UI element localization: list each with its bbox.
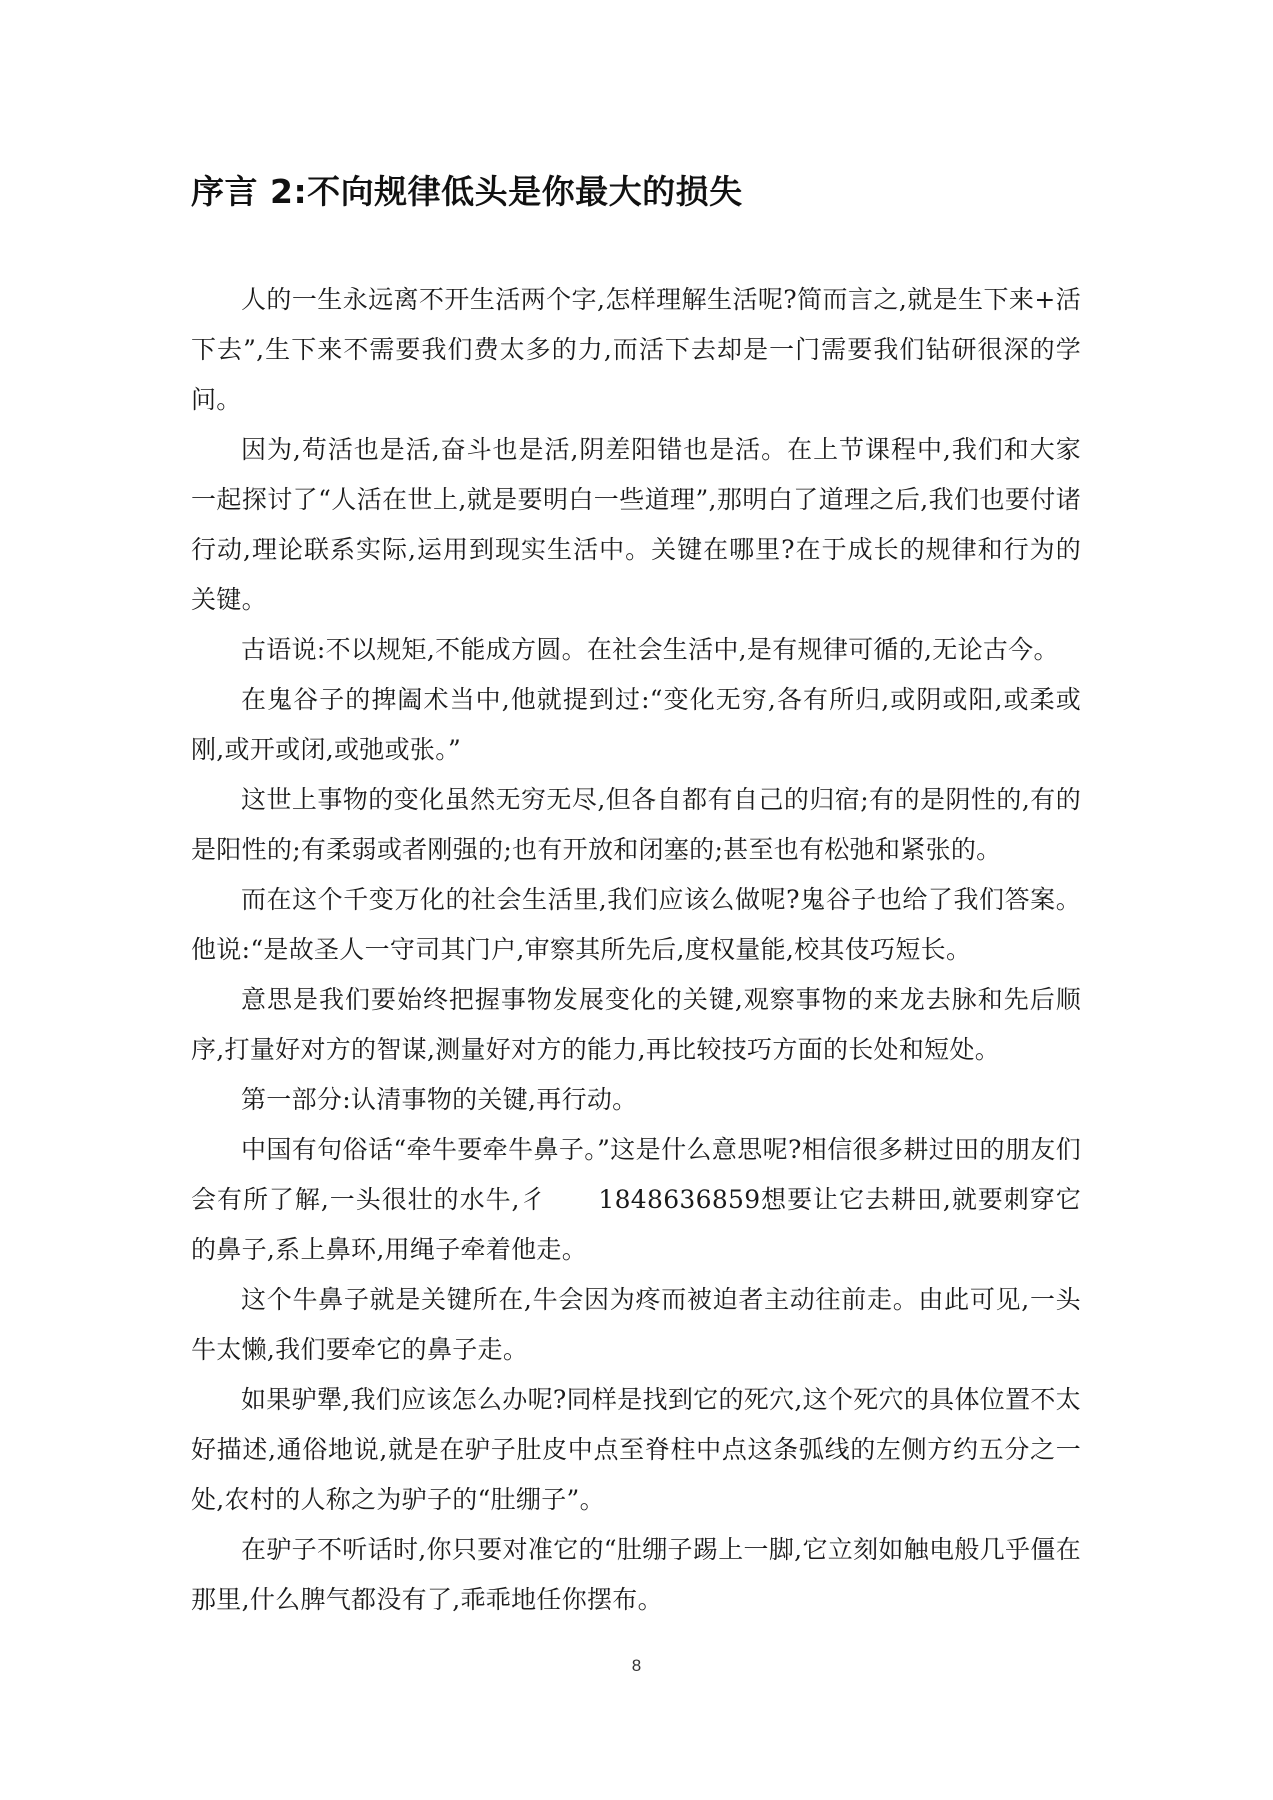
paragraph: 这个牛鼻子就是关键所在,牛会因为疼而被迫者主动往前走。由此可见,一头牛太懒,我们要牵它的鼻子走。 (191, 1285, 1081, 1364)
body-text (191, 275, 1081, 1625)
paragraph: 而在这个千变万化的社会生活里,我们应该么做呢?鬼谷子也给了我们答案。他说:“是故圣人一守司其门户,审察其所先后,度权量能,校其伎巧短长。 (191, 885, 1081, 964)
paragraph: 在驴子不听话时,你只要对准它的“肚绷子踢上一脚,它立刻如触电般几乎僵在那里,什么脾气都没有了,乖乖地任你摆布。 (191, 1535, 1081, 1614)
paragraph: 在鬼谷子的捭阖术当中,他就提到过:“变化无穷,各有所归,或阴或阳,或柔或刚,或开或闭,或弛或张。” (191, 685, 1081, 764)
paragraph: 古语说:不以规矩,不能成方圆。在社会生活中,是有规律可循的,无论古今。 (241, 635, 1059, 664)
paragraph: 人的一生永远离不开生活两个字,怎样理解生活呢?简而言之,就是生下来+活下去”,生下来不需要我们费太多的力,而活下去却是一门需要我们钻研很深的学问。 (191, 285, 1081, 414)
section-heading: 第一部分:认清事物的关键,再行动。 (241, 1085, 638, 1114)
paragraph: 因为,苟活也是活,奋斗也是活,阴差阳错也是活。在上节课程中,我们和大家一起探讨了“人活在世上,就是要明白一些道理”,那明白了道理之后,我们也要付诸行动,理论联系实际,运用到现实生活中。关键在哪里?在于成长的规律和行为的关键。 (191, 435, 1081, 614)
paragraph: 如果驴犟,我们应该怎么办呢?同样是找到它的死穴,这个死穴的具体位置不太好描述,通俗地说,就是在驴子肚皮中点至脊柱中点这条弧线的左侧方约五分之一处,农村的人称之为驴子的“肚绷子”。 (191, 1385, 1081, 1514)
paragraph: 中国有句俗话“牵牛要牵牛鼻子。”这是什么意思呢?相信很多耕过田的朋友们会有所了解,一头很壮的水牛,彳 1848636859想要让它去耕田,就要刺穿它的鼻子,系上鼻环,用绳子牵着他走。 (191, 1135, 1081, 1264)
paragraph: 意思是我们要始终把握事物发展变化的关键,观察事物的来龙去脉和先后顺序,打量好对方的智谋,测量好对方的能力,再比较技巧方面的长处和短处。 (191, 985, 1081, 1064)
paragraph: 这世上事物的变化虽然无穷无尽,但各自都有自己的归宿;有的是阴性的,有的是阳性的;有柔弱或者刚强的;也有开放和闭塞的;甚至也有松弛和紧张的。 (191, 785, 1081, 864)
chapter-title: 序言 2:不向规律低头是你最大的损失 (191, 172, 743, 211)
page-number: 8 (631, 1656, 642, 1675)
